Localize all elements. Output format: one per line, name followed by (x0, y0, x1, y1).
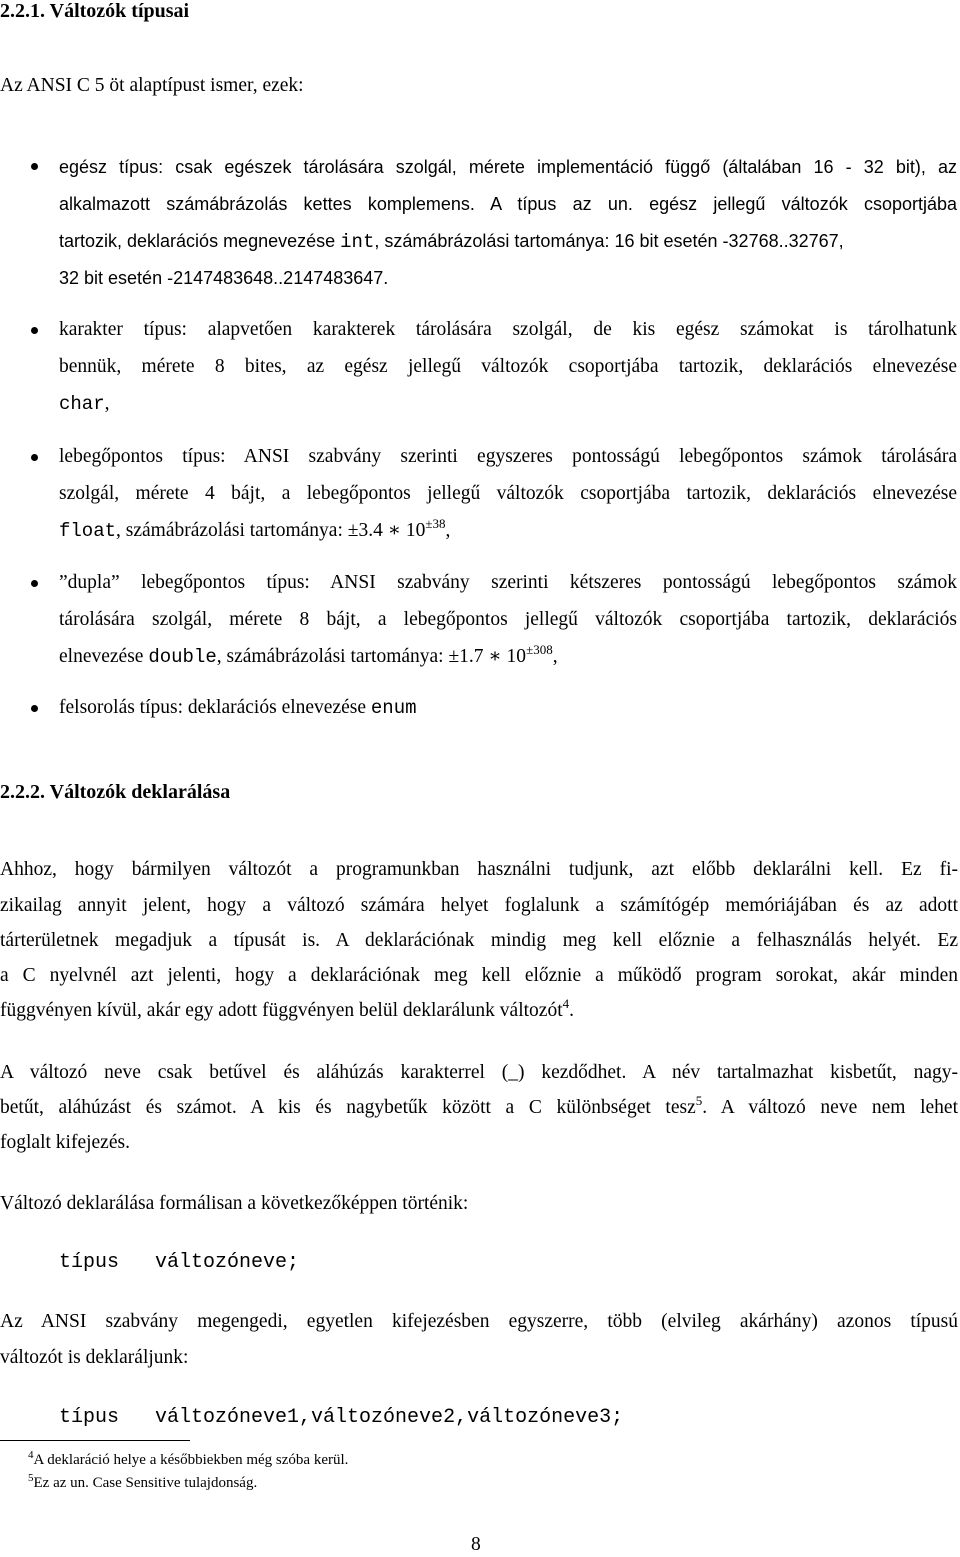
paragraph-line: Az ANSI szabvány megengedi, egyetlen kifejezésben egyszerre, több (elvileg akárhány) azonos típusú (0, 1311, 958, 1332)
paragraph-line: változót is deklaráljunk: (0, 1347, 189, 1368)
code-keyword: enum (370, 697, 417, 719)
item-line: felsorolás típus: deklarációs elnevezése enum (59, 697, 417, 719)
item-line: float, számábrázolási tartománya: ±3.4 ∗ $10^{\pm 38}$, (59, 516, 451, 542)
item-line: elnevezése double, számábrázolási tartománya: ±1.7 ∗ $10^{\pm 308}$, (59, 642, 558, 668)
item-line: ”dupla” lebegőpontos típus: ANSI szabvány szerinti kétszeres pontosságú lebegőpontos számok (59, 572, 957, 593)
bullet-icon (31, 705, 38, 712)
code-keyword: double (148, 646, 217, 668)
code-sample: típus változóneve1,változóneve2,változóneve3; (59, 1406, 624, 1429)
paragraph: Változó deklarálása formálisan a következőképpen történik: (0, 1193, 469, 1214)
bullet-icon (31, 327, 38, 334)
paragraph-line: A változó neve csak betűvel és aláhúzás karakterrel (_) kezdődhet. A név tartalmazhat kisbetűt, nagy- (0, 1062, 958, 1083)
bullet-icon (31, 163, 38, 170)
footnote-ref: 5 (695, 1093, 703, 1108)
item-line: bennük, mérete 8 bites, az egész jellegű változók csoportjába tartozik, deklarációs elnevezése (59, 356, 957, 377)
paragraph-line: tárterületnek megadjuk a típusát is. A deklarációnak mindig meg kell előznie a felhasználás helyét. Ez (0, 930, 958, 951)
bullet-icon (31, 580, 38, 587)
paragraph-line: függvényen kívül, akár egy adott függvényen belül deklarálunk változót$^4$. (0, 996, 574, 1021)
item-line: tárolására szolgál, mérete 8 bájt, a lebegőpontos jellegű változók csoportjába tartozik, deklarációs (59, 609, 957, 630)
paragraph-line: Ahhoz, hogy bármilyen változót a programunkban használni tudjunk, azt előbb deklarálni kell. Ez fi- (0, 859, 958, 880)
bullet-icon (31, 454, 38, 461)
code-sample: típus változóneve; (59, 1251, 300, 1274)
page-number: 8 (471, 1534, 481, 1555)
paragraph-line: a C nyelvnél azt jelenti, hogy a deklarációnak meg kell előznie a működő program sorokat, akár minden (0, 965, 958, 986)
item-line: tartozik, deklarációs megnevezése int, számábrázolási tartománya: 16 bit esetén -32768..32767, (59, 231, 844, 253)
footnote: $^5$Ez az un. Case Sensitive tulajdonság. (28, 1472, 258, 1491)
item-line: lebegőpontos típus: ANSI szabvány szerinti egyszeres pontosságú lebegőpontos számok tárolására (59, 446, 957, 467)
section-heading-2-2-1: 2.2.1. Változók típusai (0, 0, 190, 22)
item-line: char, (59, 393, 110, 415)
footnote: $^4$A deklaráció helye a későbbiekben még szóba kerül. (28, 1449, 349, 1468)
section-heading-2-2-2: 2.2.2. Változók deklarálása (0, 781, 231, 803)
item-line: egész típus: csak egészek tárolására szolgál, mérete implementáció függő (általában 16 - 32 bit), az (59, 157, 957, 177)
code-keyword: float (59, 520, 117, 542)
code-keyword: int (340, 231, 375, 253)
item-line: alkalmazott számábrázolás kettes komplemens. A típus az un. egész jellegű változók csoportjába (59, 194, 957, 214)
intro-paragraph: Az ANSI C 5 öt alaptípust ismer, ezek: (0, 75, 304, 96)
paragraph-line: betűt, aláhúzást és számot. A kis és nagybetűk között a C különbséget tesz$^5$. A változó neve nem lehet (0, 1093, 959, 1118)
item-line: karakter típus: alapvetően karakterek tárolására szolgál, de kis egész számokat is tárolhatunk (59, 319, 957, 340)
paragraph-line: foglalt kifejezés. (0, 1132, 130, 1153)
paragraph-line: zikailag annyit jelent, hogy a változó számára helyet foglalunk a számítógép memóriájában és az adott (0, 895, 958, 916)
footnote-ref: 4 (562, 996, 570, 1011)
item-line: szolgál, mérete 4 bájt, a lebegőpontos jellegű változók csoportjába tartozik, deklarációs elnevezése (59, 483, 957, 504)
footnote-divider (0, 1440, 190, 1441)
code-keyword: char (59, 393, 105, 415)
item-line: 32 bit esetén -2147483648..2147483647. (59, 268, 389, 288)
